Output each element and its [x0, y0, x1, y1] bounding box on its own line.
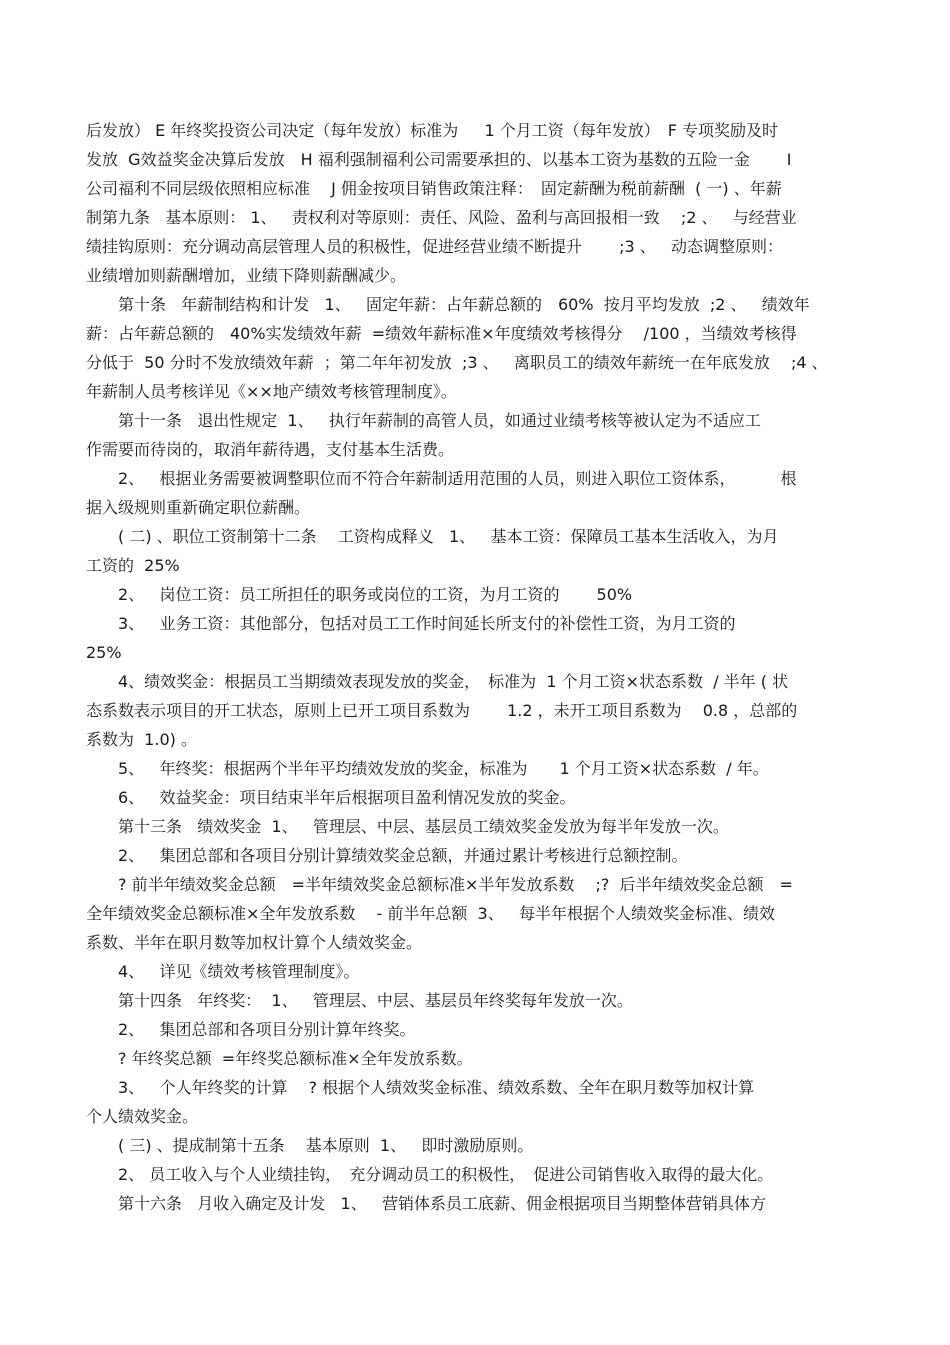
text-line: 全年绩效奖金总额标准×全年发放系数 - 前半年总额 3、 每半年根据个人绩效奖金标准、绩效: [86, 904, 775, 923]
text-line: ( 二) 、职位工资制第十二条 工资构成释义 1、 基本工资：保障员工基本生活收入，为月: [118, 527, 779, 546]
text-line: 25%: [86, 643, 122, 662]
text-line: 系数、半年在职月数等加权计算个人绩效奖金。: [86, 933, 423, 952]
text-line: 2、 集团总部和各项目分别计算绩效奖金总额，并通过累计考核进行总额控制。: [118, 846, 688, 865]
text-line: 6、 效益奖金：项目结束半年后根据项目盈利情况发放的奖金。: [118, 788, 576, 807]
text-line: 2、 根据业务需要被调整职位而不符合年薪制适用范围的人员，则进入职位工资体系， 根: [118, 469, 797, 488]
text-line: 绩挂钩原则：充分调动高层管理人员的积极性，促进经营业绩不断提升 ;3 、 动态调整原则：: [86, 237, 784, 256]
text-line: 第十六条 月收入确定及计发 1、 营销体系员工底薪、佣金根据项目当期整体营销具体方: [118, 1194, 766, 1213]
text-line: 分低于 50 分时不发放绩效年薪 ；第二年年初发放 ;3 、 离职员工的绩效年薪统一在年底发放 ;4 、: [86, 353, 828, 372]
text-line: 年薪制人员考核详见《××地产绩效考核管理制度》。: [86, 382, 457, 401]
text-line: 态系数表示项目的开工状态，原则上已开工项目系数为 1.2 ，未开工项目系数为 0.8 ，总部的: [86, 701, 798, 720]
text-line: ( 三) 、提成制第十五条 基本原则 1、 即时激励原则。: [118, 1136, 534, 1155]
text-line: 4、 详见《绩效考核管理制度》。: [118, 962, 360, 981]
text-line: 个人绩效奖金。: [86, 1107, 199, 1126]
text-line: 2、 岗位工资：员工所担任的职务或岗位的工资，为月工资的 50%: [118, 585, 633, 604]
text-line: 据入级规则重新确定职位薪酬。: [86, 498, 311, 517]
text-line: 发放 G效益奖金决算后发放 H 福利强制福利公司需要承担的、以基本工资为基数的五险一金 I: [86, 150, 792, 169]
text-line: 3、 个人年终奖的计算 ? 根据个人绩效奖金标准、绩效系数、全年在职月数等加权计算: [118, 1078, 755, 1097]
text-line: 第十条 年薪制结构和计发 1、 固定年薪：占年薪总额的 60% 按月平均发放 ;2 、 绩效年: [118, 295, 810, 314]
text-line: 薪：占年薪总额的 40%实发绩效年薪 =绩效年薪标准×年度绩效考核得分 /100 ，当绩效考核得: [86, 324, 797, 343]
text-line: 第十四条 年终奖： 1、 管理层、中层、基层员年终奖每年发放一次。: [118, 991, 633, 1010]
text-line: 3、 业务工资：其他部分，包括对员工工作时间延长所支付的补偿性工资，为月工资的: [118, 614, 736, 633]
text-line: 制第九条 基本原则： 1、 责权利对等原则：责任、风险、盈利与高回报相一致 ;2 、 与经营业: [86, 208, 797, 227]
text-line: 业绩增加则薪酬增加，业绩下降则薪酬减少。: [86, 266, 407, 285]
text-line: 公司福利不同层级依照相应标准 J 佣金按项目销售政策注释： 固定薪酬为税前薪酬 ( 一) 、年薪: [86, 179, 782, 198]
text-line: 5、 年终奖：根据两个半年平均绩效发放的奖金，标准为 1 个月工资×状态系数 / 年。: [118, 759, 769, 778]
text-line: 作需要而待岗的，取消年薪待遇，支付基本生活费。: [86, 440, 455, 459]
text-line: ? 前半年绩效奖金总额 =半年绩效奖金总额标准×半年发放系数 ;? 后半年绩效奖金总额 =: [118, 875, 793, 894]
text-line: 后发放） E 年终奖投资公司决定（每年发放）标准为 1 个月工资（每年发放） F 专项奖励及时: [86, 121, 779, 140]
text-line: 第十一条 退出性规定 1、 执行年薪制的高管人员，如通过业绩考核等被认定为不适应工: [118, 411, 761, 430]
text-line: 2、 员工收入与个人业绩挂钩， 充分调动员工的积极性， 促进公司销售收入取得的最大化。: [118, 1165, 774, 1184]
text-line: 系数为 1.0) 。: [86, 730, 197, 749]
text-line: 第十三条 绩效奖金 1、 管理层、中层、基层员工绩效奖金发放为每半年发放一次。: [118, 817, 729, 836]
text-line: ? 年终奖总额 =年终奖总额标准×全年发放系数。: [118, 1049, 473, 1068]
text-line: 4、绩效奖金：根据员工当期绩效表现发放的奖金， 标准为 1 个月工资×状态系数 / 半年 ( 状: [118, 672, 789, 691]
text-line: 工资的 25%: [86, 556, 180, 575]
text-line: 2、 集团总部和各项目分别计算年终奖。: [118, 1020, 416, 1039]
